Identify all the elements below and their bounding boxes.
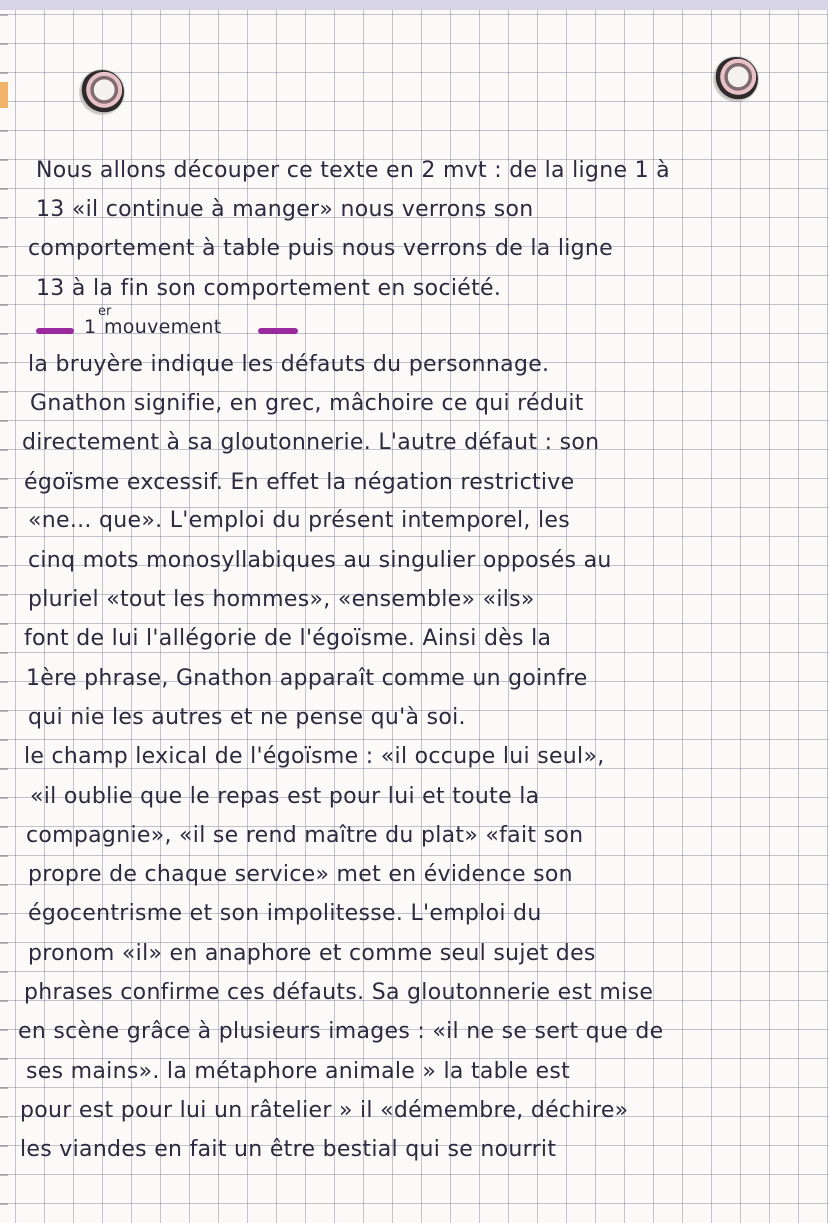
text-line: compagnie», «il se rend maître du plat» «fait son — [26, 823, 584, 848]
text-line: font de lui l'allégorie de l'égoïsme. Ainsi dès la — [24, 626, 552, 651]
text-line: pronom «il» en anaphore et comme seul sujet des — [28, 941, 596, 966]
highlight-dash-left — [36, 328, 74, 334]
highlight-dash-right — [258, 328, 298, 334]
text-line: propre de chaque service» met en évidence son — [28, 862, 573, 887]
text-line: égoïsme excessif. En effet la négation restrictive — [24, 470, 575, 495]
text-line: «il oublie que le repas est pour lui et toute la — [30, 784, 540, 809]
text-line: pour est pour lui un râtelier » il «démembre, déchire» — [20, 1098, 629, 1123]
text-line: le champ lexical de l'égoïsme : «il occupe lui seul», — [24, 744, 605, 769]
text-line: 13 «il continue à manger» nous verrons son — [36, 197, 534, 222]
text-line: 13 à la fin son comportement en société. — [36, 276, 502, 301]
text-line: directement à sa gloutonnerie. L'autre défaut : son — [22, 430, 600, 455]
text-line: cinq mots monosyllabiques au singulier opposés au — [28, 548, 612, 573]
text-line: les viandes en fait un être bestial qui se nourrit — [20, 1137, 557, 1162]
text-line: ses mains». la métaphore animale » la table est — [26, 1059, 571, 1084]
text-line: Nous allons découper ce texte en 2 mvt : de la ligne 1 à — [36, 158, 670, 183]
section-heading-number: 1 — [84, 316, 97, 338]
text-line: qui nie les autres et ne pense qu'à soi. — [28, 705, 466, 730]
text-line: «ne... que». L'emploi du présent intemporel, les — [28, 508, 571, 533]
text-line: phrases confirme ces défauts. Sa gloutonnerie est mise — [24, 980, 654, 1005]
text-line: égocentrisme et son impolitesse. L'emploi du — [28, 901, 542, 926]
text-line: 1ère phrase, Gnathon apparaît comme un goinfre — [26, 666, 588, 691]
text-line: Gnathon signifie, en grec, mâchoire ce qui réduit — [30, 391, 584, 416]
text-line: pluriel «tout les hommes», «ensemble» «ils» — [28, 587, 535, 612]
text-line: la bruyère indique les défauts du personnage. — [28, 352, 550, 377]
text-line: en scène grâce à plusieurs images : «il ne se sert que de — [18, 1019, 664, 1044]
section-heading: mouvement — [104, 316, 222, 338]
section-heading-superscript: er — [98, 304, 112, 319]
text-line: comportement à table puis nous verrons de la ligne — [28, 236, 613, 261]
